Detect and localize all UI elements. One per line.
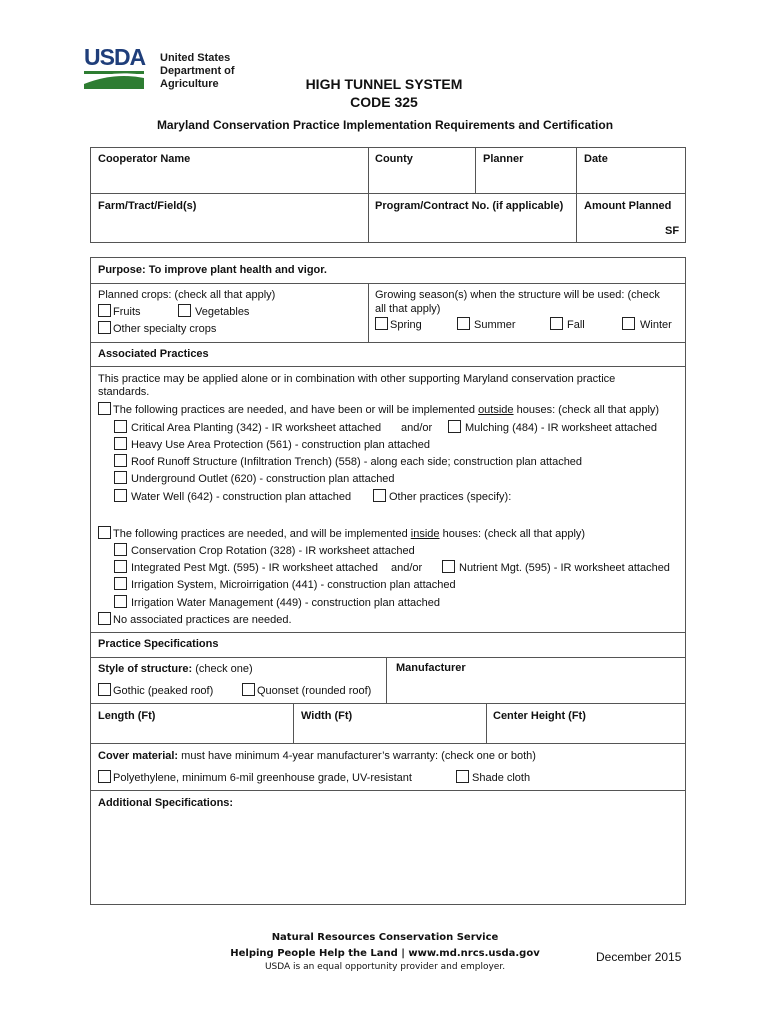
irrigation-water-mgmt-checkbox[interactable] — [114, 595, 127, 608]
county-label: County — [375, 153, 413, 165]
integrated-pest-label: Integrated Pest Mgt. (595) - IR worksheet attached — [131, 562, 379, 574]
practice-section — [90, 257, 686, 905]
purpose-heading: Purpose: To improve plant health and vigor. — [98, 264, 327, 276]
additional-specs-label: Additional Specifications: — [98, 797, 234, 809]
footer-date: December 2015 — [596, 950, 682, 964]
outside-practices-label: The following practices are needed, and have been or will be implemented outside houses: (check all that apply) — [113, 404, 660, 416]
associated-practices-heading: Associated Practices — [98, 348, 209, 360]
quonset-checkbox[interactable] — [242, 683, 255, 696]
page-header — [84, 44, 684, 114]
footer-equal-opportunity: USDA is an equal opportunity provider and employer. — [264, 962, 506, 972]
roof-runoff-checkbox[interactable] — [114, 454, 127, 467]
crop-rotation-checkbox[interactable] — [114, 543, 127, 556]
mulching-checkbox[interactable] — [448, 420, 461, 433]
irrigation-water-mgmt-label: Irrigation Water Management (449) - construction plan attached — [131, 597, 440, 609]
roof-runoff-label: Roof Runoff Structure (Infiltration Trench) (558) - along each side; construction plan attached — [131, 456, 583, 468]
associated-intro: This practice may be applied alone or in combination with other supporting Maryland conservation practice — [98, 373, 616, 385]
fruits-label: Fruits — [113, 306, 141, 318]
growing-season-label: Growing season(s) when the structure will be used: (check — [375, 289, 660, 301]
associated-intro-cont: standards. — [98, 386, 150, 398]
winter-label: Winter — [640, 319, 672, 331]
critical-area-planting-label: Critical Area Planting (342) - IR worksheet attached — [131, 422, 382, 434]
inside-practices-label: The following practices are needed, and will be implemented inside houses: (check all that apply) — [113, 528, 586, 540]
winter-checkbox[interactable] — [622, 317, 635, 330]
spring-checkbox[interactable] — [375, 317, 388, 330]
info-grid — [90, 147, 686, 243]
inside-practices-checkbox[interactable] — [98, 526, 111, 539]
form-title: HIGH TUNNEL SYSTEM — [305, 76, 463, 92]
integrated-pest-checkbox[interactable] — [114, 560, 127, 573]
polyethylene-label: Polyethylene, minimum 6-mil greenhouse grade, UV-resistant — [113, 772, 412, 784]
critical-area-planting-checkbox[interactable] — [114, 420, 127, 433]
amount-unit-label: SF — [665, 225, 680, 237]
planner-label: Planner — [483, 153, 524, 165]
spring-label: Spring — [390, 319, 422, 331]
shade-cloth-label: Shade cloth — [472, 772, 531, 784]
cover-material-label: Cover material: must have minimum 4-year manufacturer’s warranty: (check one or both) — [98, 750, 536, 762]
date-label: Date — [584, 153, 608, 165]
no-practices-checkbox[interactable] — [98, 612, 111, 625]
gothic-label: Gothic (peaked roof) — [113, 685, 214, 697]
water-well-checkbox[interactable] — [114, 489, 127, 502]
fall-checkbox[interactable] — [550, 317, 563, 330]
growing-season-label-cont: all that apply) — [375, 303, 441, 315]
planned-crops-label: Planned crops: (check all that apply) — [98, 289, 276, 301]
other-practices-label: Other practices (specify): — [389, 491, 512, 503]
program-contract-label: Program/Contract No. (if applicable) — [375, 200, 564, 212]
practice-specs-heading: Practice Specifications — [98, 638, 219, 650]
mulching-label: Mulching (484) - IR worksheet attached — [465, 422, 657, 434]
other-crops-checkbox[interactable] — [98, 321, 111, 334]
heavy-use-area-checkbox[interactable] — [114, 437, 127, 450]
style-structure-label: Style of structure: (check one) — [98, 663, 253, 675]
microirrigation-checkbox[interactable] — [114, 577, 127, 590]
outside-practices-checkbox[interactable] — [98, 402, 111, 415]
water-well-label: Water Well (642) - construction plan attached — [131, 491, 352, 503]
other-crops-label: Other specialty crops — [113, 323, 217, 335]
footer-agency: Natural Resources Conservation Service — [271, 932, 499, 943]
no-practices-label: No associated practices are needed. — [113, 614, 292, 626]
shade-cloth-checkbox[interactable] — [456, 770, 469, 783]
agency-name: United States Department of Agriculture — [160, 52, 235, 90]
underground-outlet-label: Underground Outlet (620) - construction plan attached — [131, 473, 395, 485]
farm-tract-label: Farm/Tract/Field(s) — [98, 200, 197, 212]
footer-tagline: Helping People Help the Land | www.md.nrcs.usda.gov — [230, 948, 540, 959]
cooperator-name-label: Cooperator Name — [98, 153, 191, 165]
underground-outlet-checkbox[interactable] — [114, 471, 127, 484]
manufacturer-label: Manufacturer — [396, 662, 466, 674]
polyethylene-checkbox[interactable] — [98, 770, 111, 783]
svg-text:USDA: USDA — [84, 44, 146, 70]
gothic-checkbox[interactable] — [98, 683, 111, 696]
summer-label: Summer — [474, 319, 516, 331]
form-code: CODE 325 — [350, 94, 418, 110]
summer-checkbox[interactable] — [457, 317, 470, 330]
quonset-label: Quonset (rounded roof) — [257, 685, 372, 697]
center-height-label: Center Height (Ft) — [493, 710, 586, 722]
width-label: Width (Ft) — [301, 710, 353, 722]
amount-planned-label: Amount Planned — [584, 200, 672, 212]
other-practices-checkbox[interactable] — [373, 489, 386, 502]
heavy-use-area-label: Heavy Use Area Protection (561) - construction plan attached — [131, 439, 430, 451]
microirrigation-label: Irrigation System, Microirrigation (441) - construction plan attached — [131, 579, 456, 591]
andor-label-2: and/or — [391, 562, 423, 574]
vegetables-label: Vegetables — [195, 306, 250, 318]
length-label: Length (Ft) — [98, 710, 156, 722]
andor-label: and/or — [401, 422, 433, 434]
fruits-checkbox[interactable] — [98, 304, 111, 317]
crop-rotation-label: Conservation Crop Rotation (328) - IR worksheet attached — [131, 545, 415, 557]
nutrient-mgt-checkbox[interactable] — [442, 560, 455, 573]
nutrient-mgt-label: Nutrient Mgt. (595) - IR worksheet attached — [459, 562, 670, 574]
vegetables-checkbox[interactable] — [178, 304, 191, 317]
fall-label: Fall — [567, 319, 585, 331]
form-subtitle: Maryland Conservation Practice Implementation Requirements and Certification — [156, 118, 614, 132]
